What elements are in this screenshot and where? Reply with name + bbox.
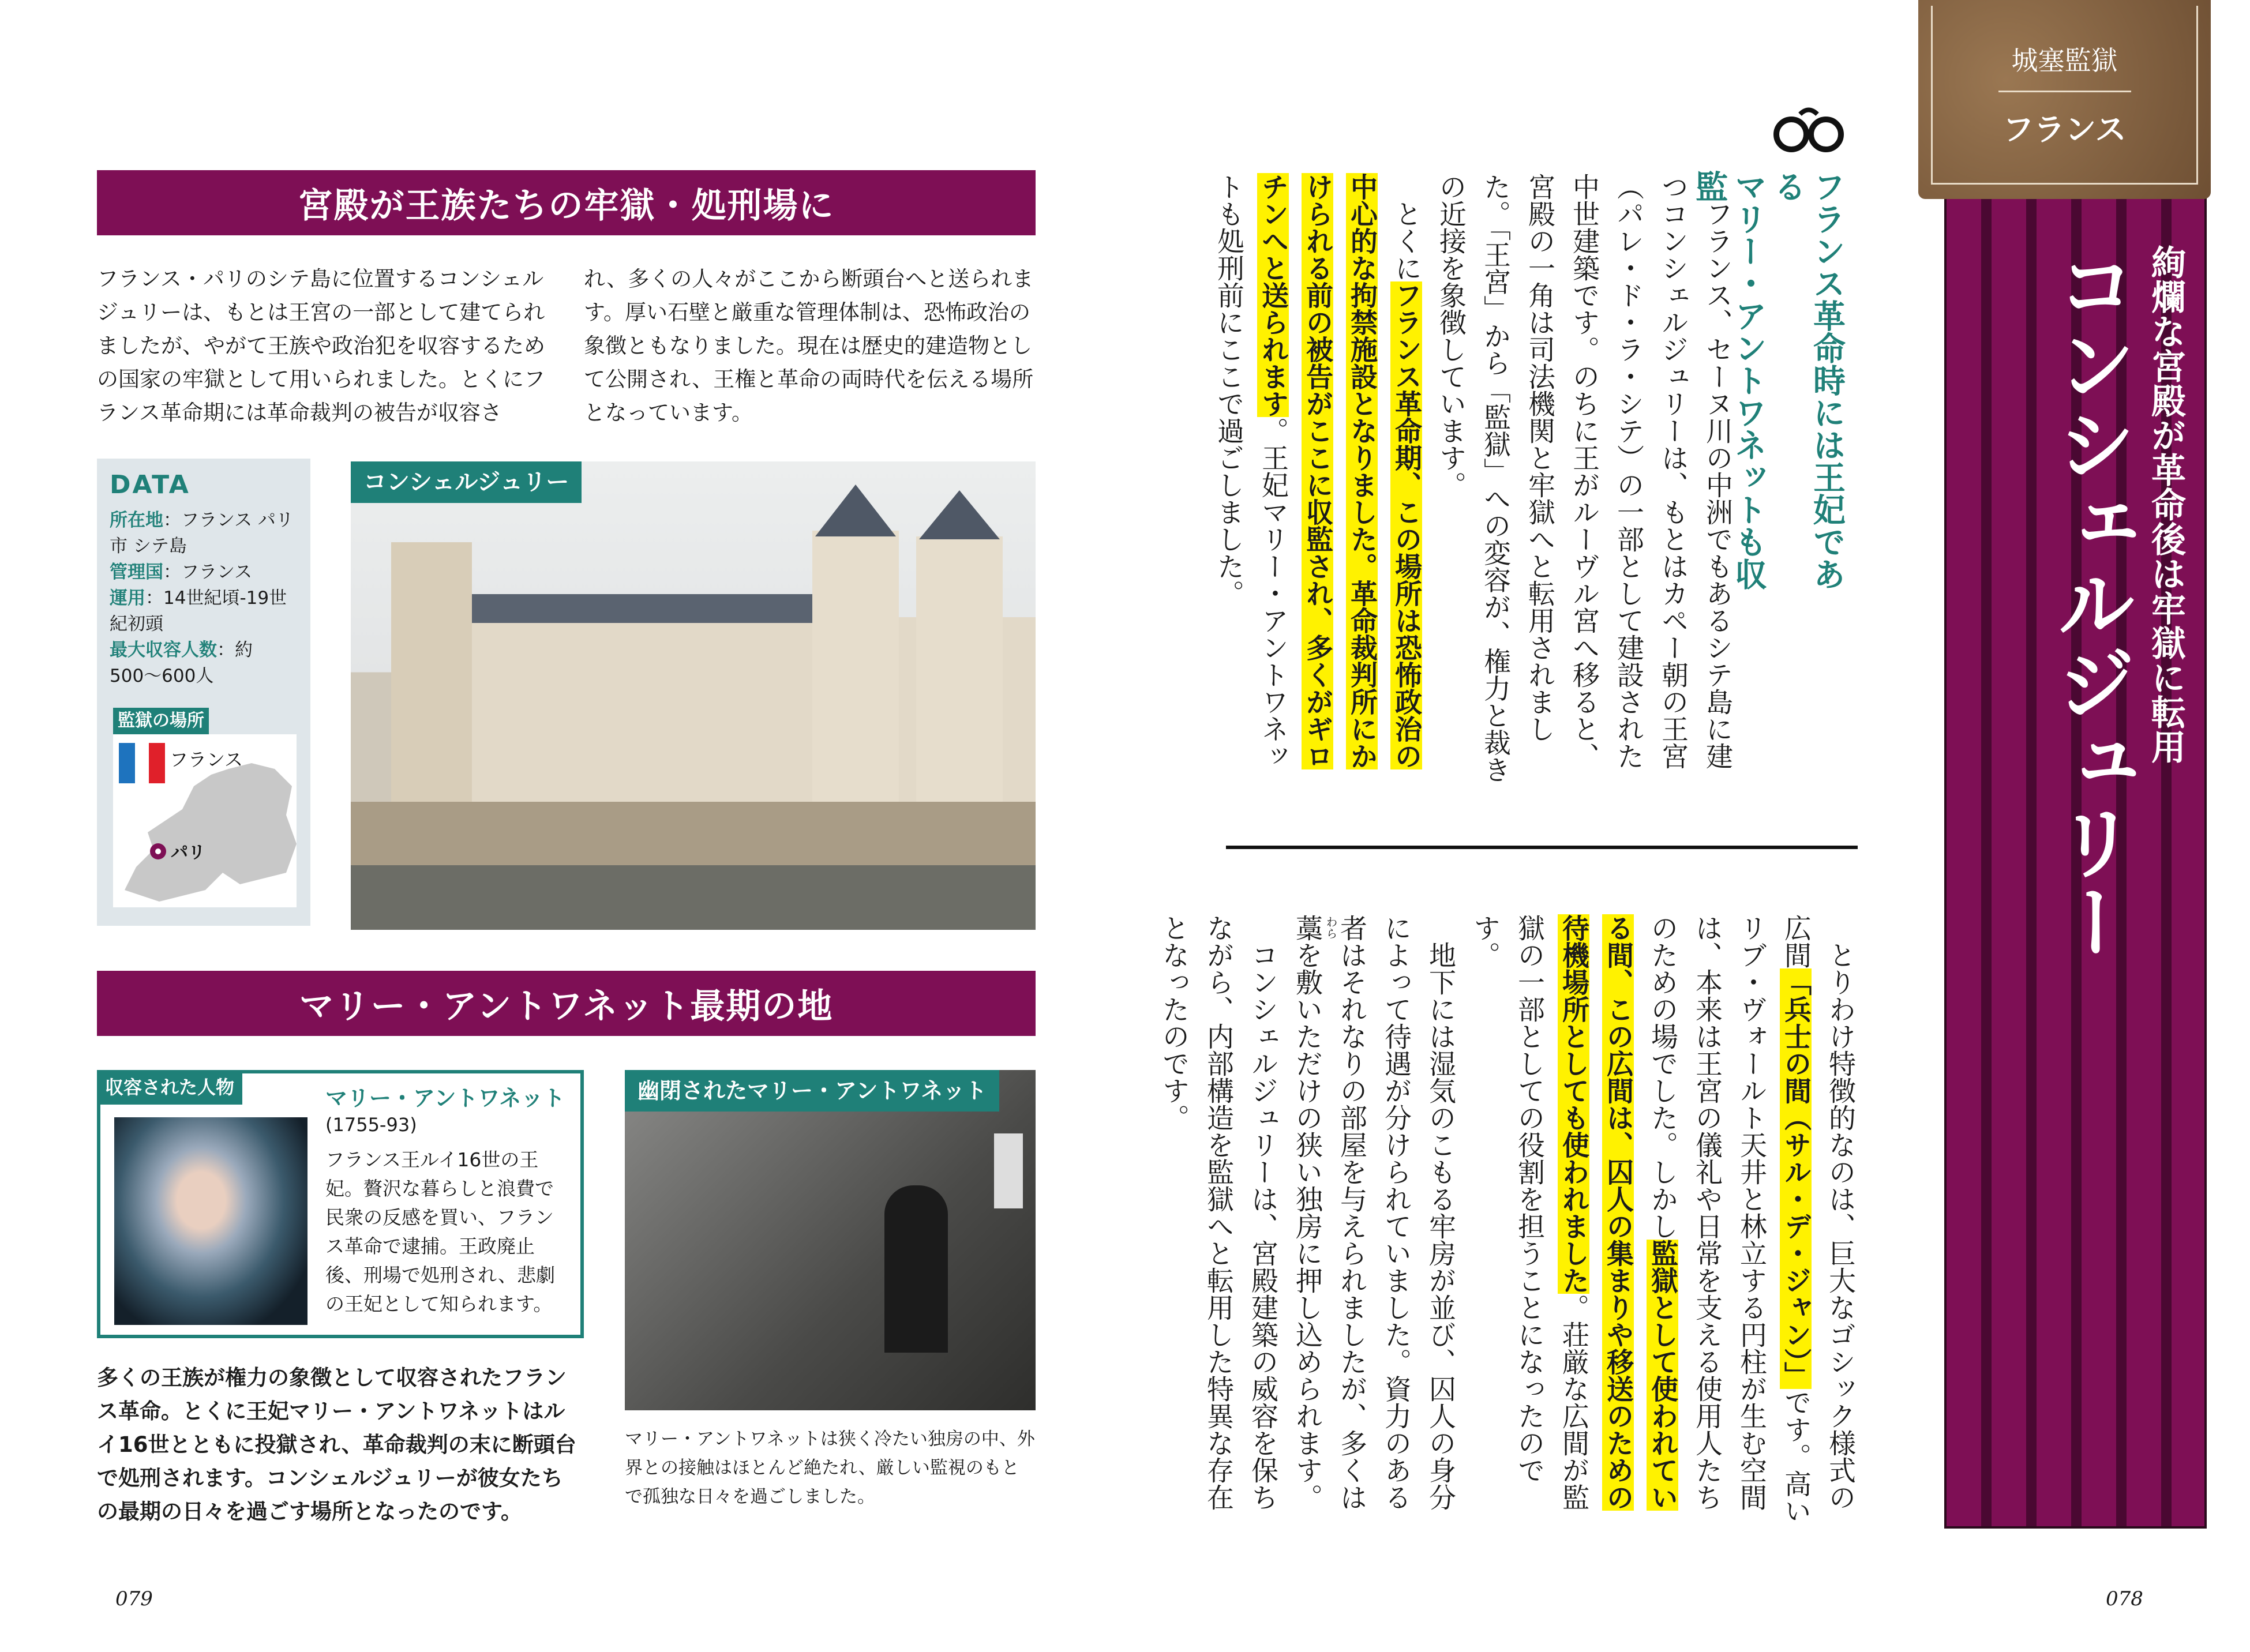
flag-blue bbox=[119, 743, 135, 783]
intro-column-2: れ、多くの人々がここから断頭台へと送られます。厚い石壁と厳重な管理体制は、恐怖政治の象徴ともなりました。現在は歴史的建造物として公開され、王権と革命の両時代を伝える場所となっています。 bbox=[584, 266, 1034, 425]
paragraph bbox=[1152, 914, 1285, 1531]
page-number-left: 079 bbox=[115, 1587, 153, 1610]
article-block-2 bbox=[1158, 914, 1862, 1531]
paragraph bbox=[1462, 914, 1862, 1531]
data-value: ：フランス bbox=[163, 562, 253, 583]
body-text: 地下には湿気のこもる牢房が並び、囚人の身分によって待遇が分けられていました。資力のある者はそれなりの部屋を与えられましたが、多くは藁を敷いただけの狭い独房に押し込められます。 bbox=[1291, 914, 1456, 1511]
subtitle: 絢爛な宮殿が革命後は牢獄に転用 bbox=[2146, 245, 2186, 764]
data-key: 所在地 bbox=[110, 510, 163, 531]
prison-image-label: 幽閉されたマリー・アントワネット bbox=[625, 1070, 999, 1112]
map-city-label: パリ bbox=[171, 843, 205, 863]
person-years: (1755-93) bbox=[325, 1114, 417, 1136]
prison-engraving bbox=[625, 1070, 1036, 1410]
category-tag bbox=[1918, 0, 2211, 199]
data-key: 最大収容人数 bbox=[110, 640, 217, 660]
photo-label: コンシェルジュリー bbox=[351, 461, 582, 503]
europe-map-icon bbox=[113, 734, 297, 907]
data-heading: DATA bbox=[110, 470, 190, 500]
article-block-1 bbox=[1213, 173, 1739, 790]
person-tag: 収容された人物 bbox=[97, 1070, 242, 1105]
person-name: マリー・アントワネット bbox=[325, 1086, 565, 1111]
body-text: とくに bbox=[1390, 200, 1422, 281]
title-banner bbox=[1944, 190, 2207, 1529]
divider bbox=[1226, 846, 1858, 849]
data-row-capacity bbox=[110, 637, 298, 689]
data-key: 運用 bbox=[110, 588, 145, 609]
data-value: ：フランス パリ市 シテ島 bbox=[110, 510, 294, 557]
main-title: コンシェルジュリー bbox=[2043, 245, 2136, 961]
map-country-label: フランス bbox=[170, 749, 243, 771]
data-value: ：約500〜600人 bbox=[110, 640, 253, 686]
data-box bbox=[97, 459, 310, 926]
person-bio: フランス王ルイ16世の王妃。贅沢な暮らしと浪費で民衆の反感を買い、フランス革命で逮捕。王政廃止後、刑場で処刑され、悲劇の王妃として知られます。 bbox=[325, 1148, 555, 1315]
handcuffs-icon bbox=[1771, 103, 1846, 157]
country-label: フランス bbox=[2002, 111, 2127, 148]
intro-column-1: フランス・パリのシテ島に位置するコンシェルジュリーは、もとは王宮の一部として建てられましたが、やがて王族や政治犯を収容するための国家の牢獄として用いられました。とくにフランス革命期には革命裁判の被告が収容さ bbox=[97, 266, 545, 425]
section-title-marie: マリー・アントワネット最期の地 bbox=[97, 971, 1036, 1036]
body-text: コンシェルジュリーは、宮殿建築の威容を保ちながら、内部構造を監獄へと転用した特異な存在となったのです。 bbox=[1158, 914, 1278, 1511]
marie-paragraph: 多くの王族が権力の象徴として収容されたフランス革命。とくに王妃マリー・アントワネットはルイ16世とともに投獄され、革命裁判の末に断頭台で処刑されます。コンシェルジュリーが彼女たちの最期の日々を過ごす場所となったのです。 bbox=[97, 1365, 576, 1524]
body-text: 。荘厳な広間が監獄の一部としての役割を担うことになったのです。 bbox=[1469, 914, 1589, 1511]
data-row-location bbox=[110, 508, 298, 560]
heading-line-2: マリー・アントワネットも収監 bbox=[1690, 170, 1767, 590]
marie-antoinette-portrait bbox=[114, 1117, 308, 1325]
flag-red bbox=[149, 743, 165, 783]
person-card bbox=[97, 1070, 584, 1338]
paragraph bbox=[1428, 173, 1739, 790]
body-text: です。高いリブ・ヴォールト天井と林立する円柱が生む空間は、本来は王宮の儀礼や日常を支える使用人たちのための場でした。しかし bbox=[1647, 914, 1812, 1525]
data-key: 管理国 bbox=[110, 562, 163, 583]
body-text: とりわけ特徴的なのは、巨大なゴシック様式の広間 bbox=[1780, 914, 1856, 1511]
page-number-right: 078 bbox=[2106, 1587, 2143, 1610]
paragraph bbox=[1285, 914, 1462, 1531]
europe-map bbox=[113, 734, 297, 907]
paragraph bbox=[1206, 173, 1428, 790]
barred-window bbox=[994, 1133, 1023, 1208]
heading-line-1: フランス革命時には王妃である bbox=[1769, 170, 1846, 590]
map-label: 監獄の場所 bbox=[113, 708, 209, 734]
category-label: 城塞監獄 bbox=[2011, 44, 2118, 76]
highlighted-text: 監獄として使われている間、この広間は、囚人の集まりや移送のための待機場所としても使われました bbox=[1558, 914, 1678, 1511]
prison-caption: マリー・アントワネットは狭く冷たい独房の中、外界との接触はほとんど絶たれ、厳しい監視のもとで孤独な日々を過ごしました。 bbox=[625, 1429, 1035, 1507]
body-text: フランス、セーヌ川の中洲でもあるシテ島に建つコンシェルジュリーは、もとはカペー朝の王宮（パレ・ド・ラ・シテ）の一部として建設された中世建築です。のちに王がルーヴル宮へ移ると、宮殿の一角は司法機関と牢獄へと転用されました。「王宮」から「監獄」への変容が、権力と裁きの近接を象徴しています。 bbox=[1435, 173, 1733, 783]
section-title-palace: 宮殿が王族たちの牢獄・処刑場に bbox=[97, 170, 1036, 235]
data-row-period bbox=[110, 585, 298, 637]
tag-divider bbox=[1998, 91, 2131, 92]
conciergerie-photo bbox=[351, 461, 1036, 930]
highlighted-text: 「兵士の間（サル・デ・ジャン）」 bbox=[1780, 968, 1812, 1389]
highlighted-text: フランス革命期、この場所は恐怖政治の中心的な拘禁施設となりました。革命裁判所にかけられる前の被告がここに収監され、多くがギロチンへと送られます bbox=[1257, 173, 1422, 769]
body-text: 。王妃マリー・アントワネットも処刑前にここで過ごしました。 bbox=[1213, 173, 1289, 769]
data-value: ：14世紀頃-19世紀初頭 bbox=[110, 588, 287, 634]
ruby-reading: わら bbox=[1324, 916, 1338, 939]
data-row-country bbox=[110, 560, 298, 585]
